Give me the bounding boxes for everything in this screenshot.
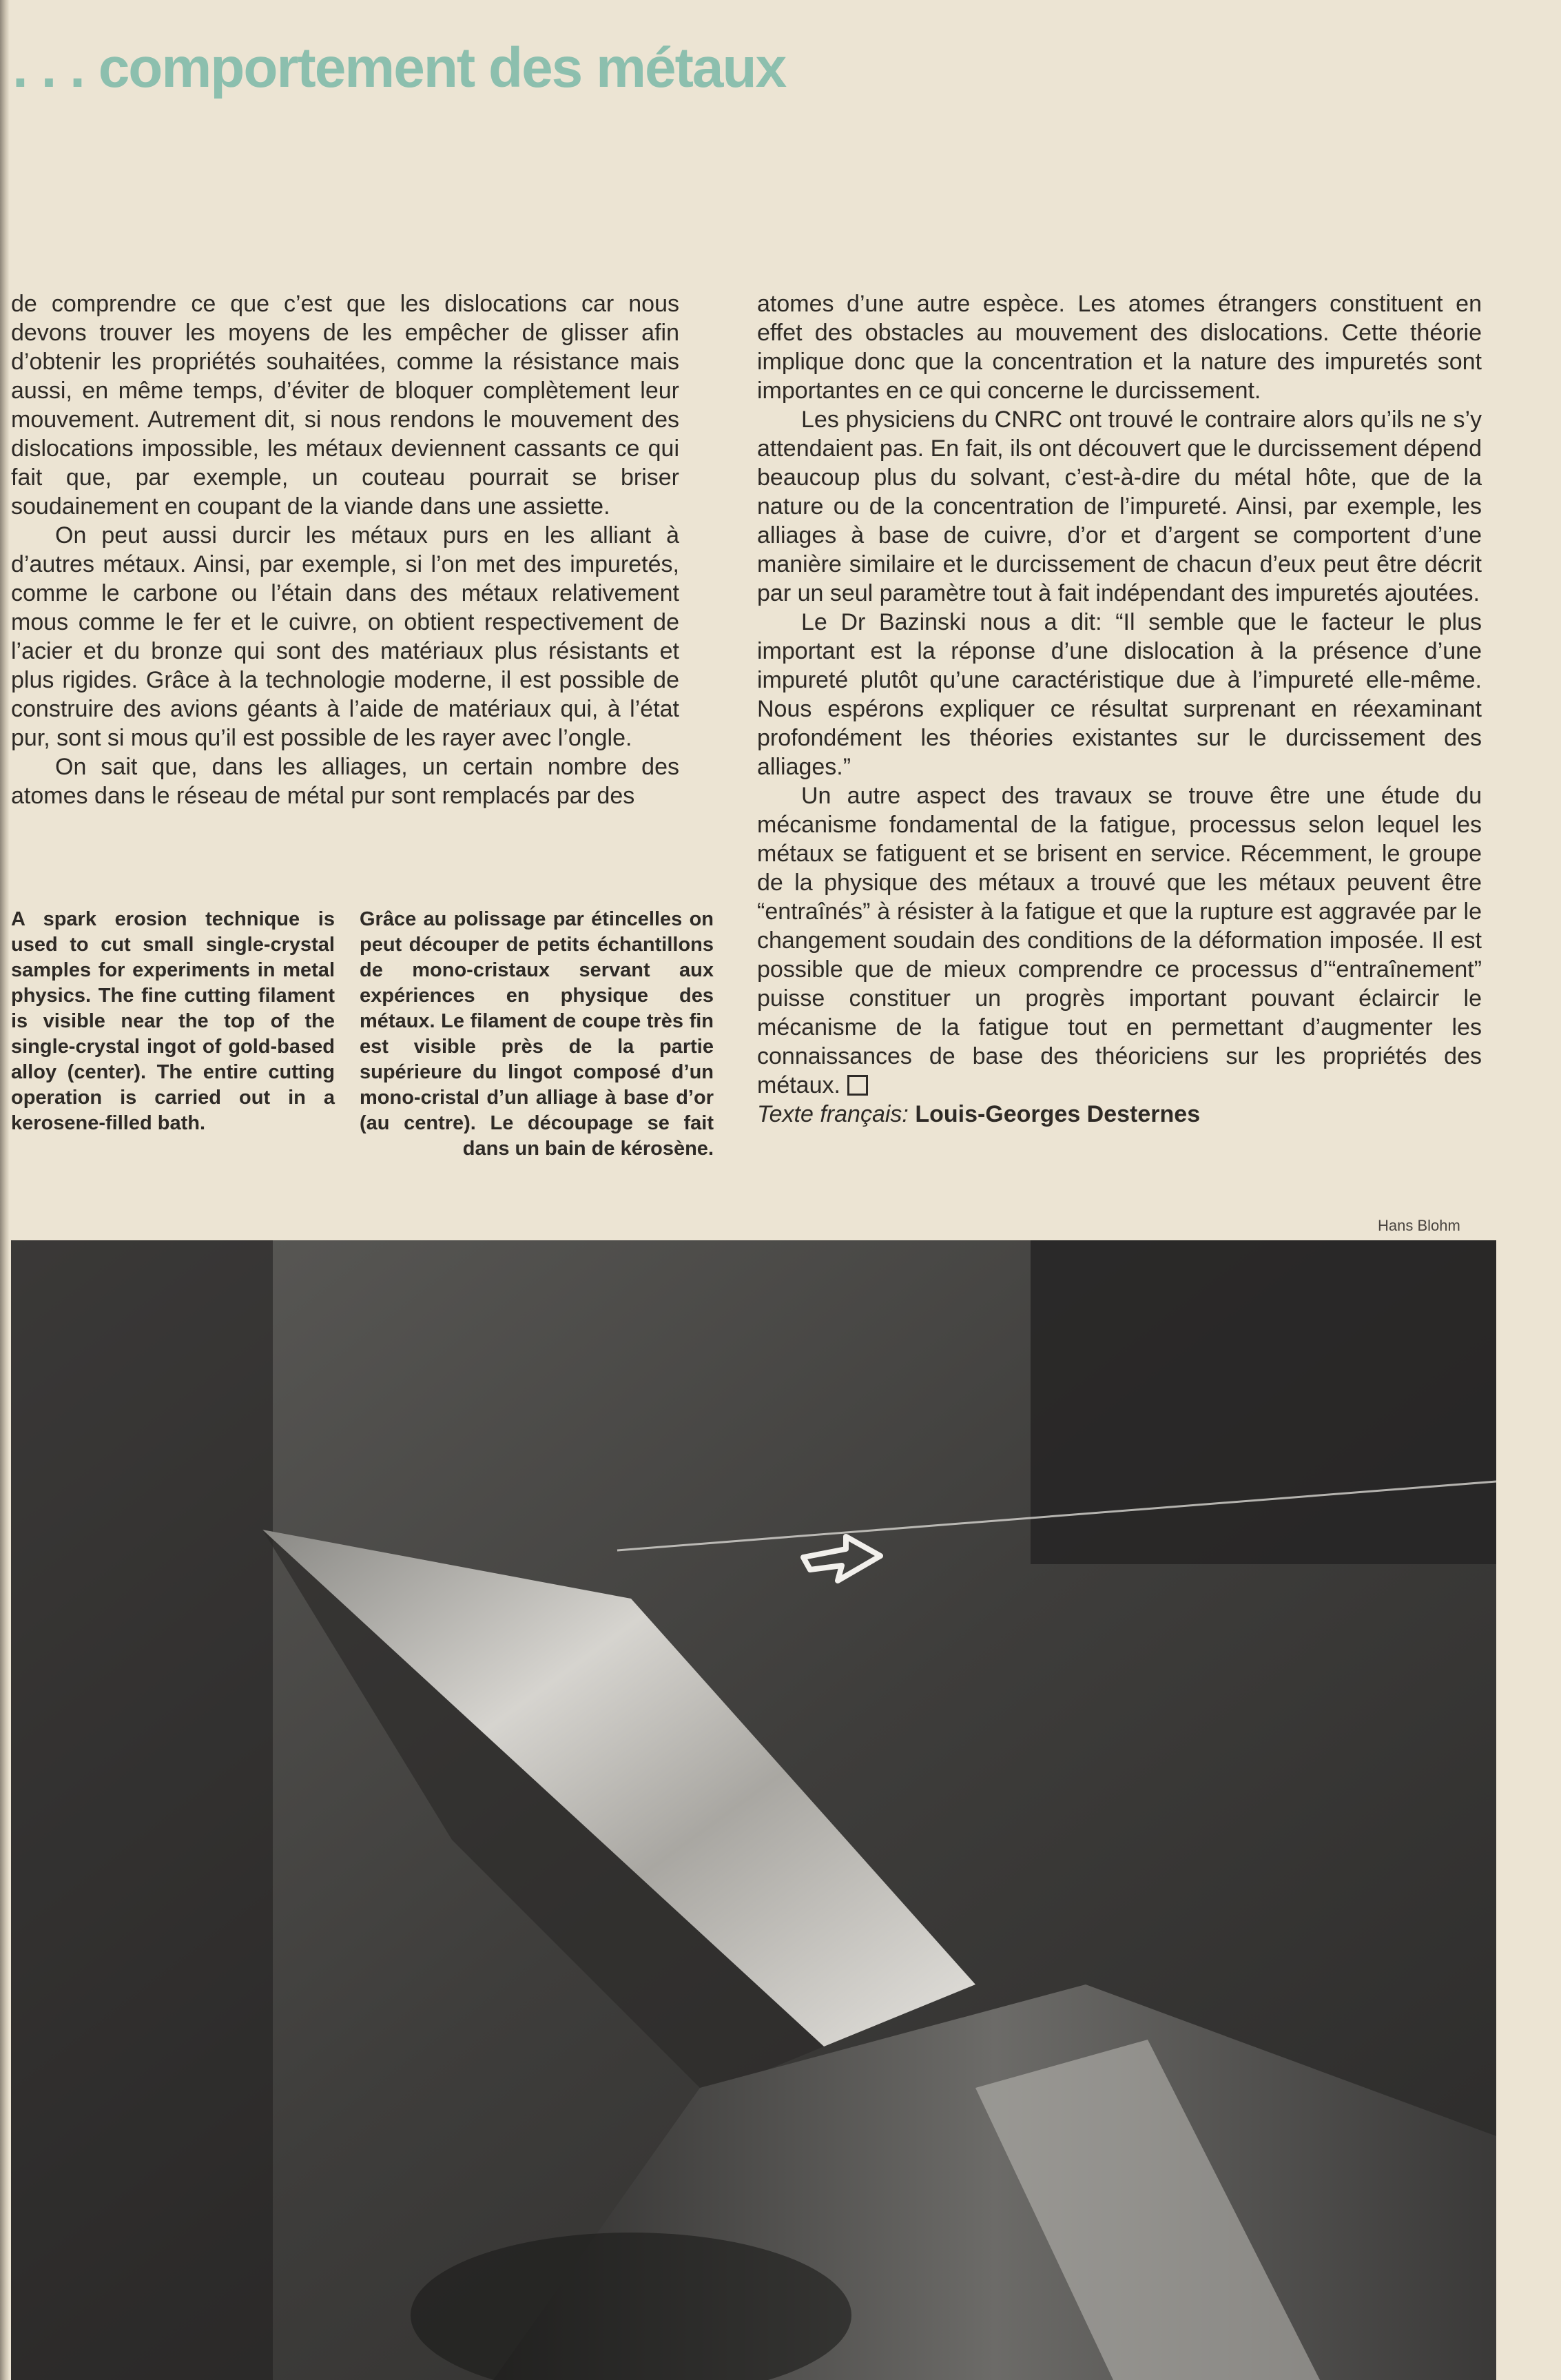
- photo-caption-french: Grâce au polissage par étincelles on peut découper de petits échantillons de mono-cristaux servant aux expériences en physique des métaux. Le filament de coupe très fin est visible près de la partie supérieure du lingot composé d’un mono-cristal d’un alliage à base d’or (au centre). Le découpage se fait dans un bain de kérosène.: [360, 908, 714, 1160]
- article-column-right: [757, 289, 1482, 1129]
- paragraph: Le Dr Bazinski nous a dit: “Il semble que le facteur le plus important est la réponse d’une dislocation à la présence d’une impureté plutôt qu’une caractéristique due à l’impureté elle-même. Nous espérons expliquer ce résultat surprenant en réexaminant profondément les théories existantes sur le durcissement des alliages.”: [757, 609, 1482, 780]
- end-of-article-icon: [847, 1075, 868, 1096]
- paragraph: Les physiciens du CNRC ont trouvé le contraire alors qu’ils ne s’y attendaient pas. En fait, ils ont découvert que le durcissement dépend beaucoup plus du solvant, c’est-à-dire du métal hôte, que de la nature ou de la concentration de l’impureté. Ainsi, par exemple, les alliages à base de cuivre, d’or et d’argent se comportent d’une manière similaire et le durcissement de chacun d’eux peut être décrit par un seul paramètre tout à fait indépendant des impuretés ajoutées.: [757, 407, 1482, 606]
- translator-label: Texte français:: [757, 1101, 909, 1127]
- paragraph: de comprendre ce que c’est que les dislocations car nous devons trouver les moyens de les empêcher de glisser afin d’obtenir les propriétés souhaitées, comme la résistance mais aussi, en même temps, d’éviter de bloquer complètement leur mouvement. Autrement dit, si nous rendons le mouvement des dislocations impossible, les métaux deviennent cassants ce qui fait que, par exemple, un couteau pourrait se briser soudainement en coupant de la viande dans une assiette.: [11, 291, 679, 520]
- paragraph: atomes d’une autre espèce. Les atomes étrangers constituent en effet des obstacles au mouvement des dislocations. Cette théorie implique donc que la concentration et la nature des impuretés sont importantes en ce qui concerne le durcissement.: [757, 291, 1482, 404]
- spark-erosion-photo-illustration: [11, 1240, 1496, 2380]
- paragraph: On sait que, dans les alliages, un certain nombre des atomes dans le réseau de métal pur sont remplacés par des: [11, 754, 679, 809]
- page-title: . . . comportement des métaux: [12, 37, 786, 99]
- page-binding-shadow: [0, 0, 10, 2380]
- paragraph-final-text: Un autre aspect des travaux se trouve être une étude du mécanisme fondamental de la fatigue, processus selon lequel les métaux se fatiguent et se brisent en service. Récemment, le groupe de la physique des métaux a trouvé que les métaux peuvent être “entraînés” à résister à la fatigue et que la rupture est aggravée par le changement soudain des conditions de la déformation imposée. Il est possible que de mieux comprendre ce processus d’“entraînement” puisse constituer un progrès important pouvant éclaircir le mécanisme de la fatigue tout en permettant d’augmenter les connaissances de base des théoriciens sur les propriétés des métaux.: [757, 783, 1482, 1098]
- paragraph-final: [757, 781, 1482, 1100]
- spark-erosion-photo: [11, 1240, 1496, 2380]
- paragraph: On peut aussi durcir les métaux purs en les alliant à d’autres métaux. Ainsi, par exemple, si l’on met des impuretés, comme le carbone ou l’étain dans des métaux relativement mous comme le fer et le cuivre, on obtient respectivement de l’acier et du bronze qui sont des matériaux plus résistants et plus rigides. Grâce à la technologie moderne, il est possible de construire des avions géants à l’aide de matériaux qui, à l’état pur, sont si mous qu’il est possible de les rayer avec l’ongle.: [11, 522, 679, 751]
- translator-name: Louis-Georges Desternes: [915, 1101, 1201, 1127]
- article-column-left: [11, 289, 679, 810]
- photo-credit: Hans Blohm: [1378, 1217, 1460, 1234]
- translator-credit: [757, 1100, 1482, 1129]
- photo-caption-english: A spark erosion technique is used to cut small single-crystal samples for experiments in metal physics. The fine cutting filament is visible near the top of the single-crystal ingot of gold-based alloy (center). The entire cutting operation is carried out in a kerosene-filled bath.: [11, 908, 335, 1134]
